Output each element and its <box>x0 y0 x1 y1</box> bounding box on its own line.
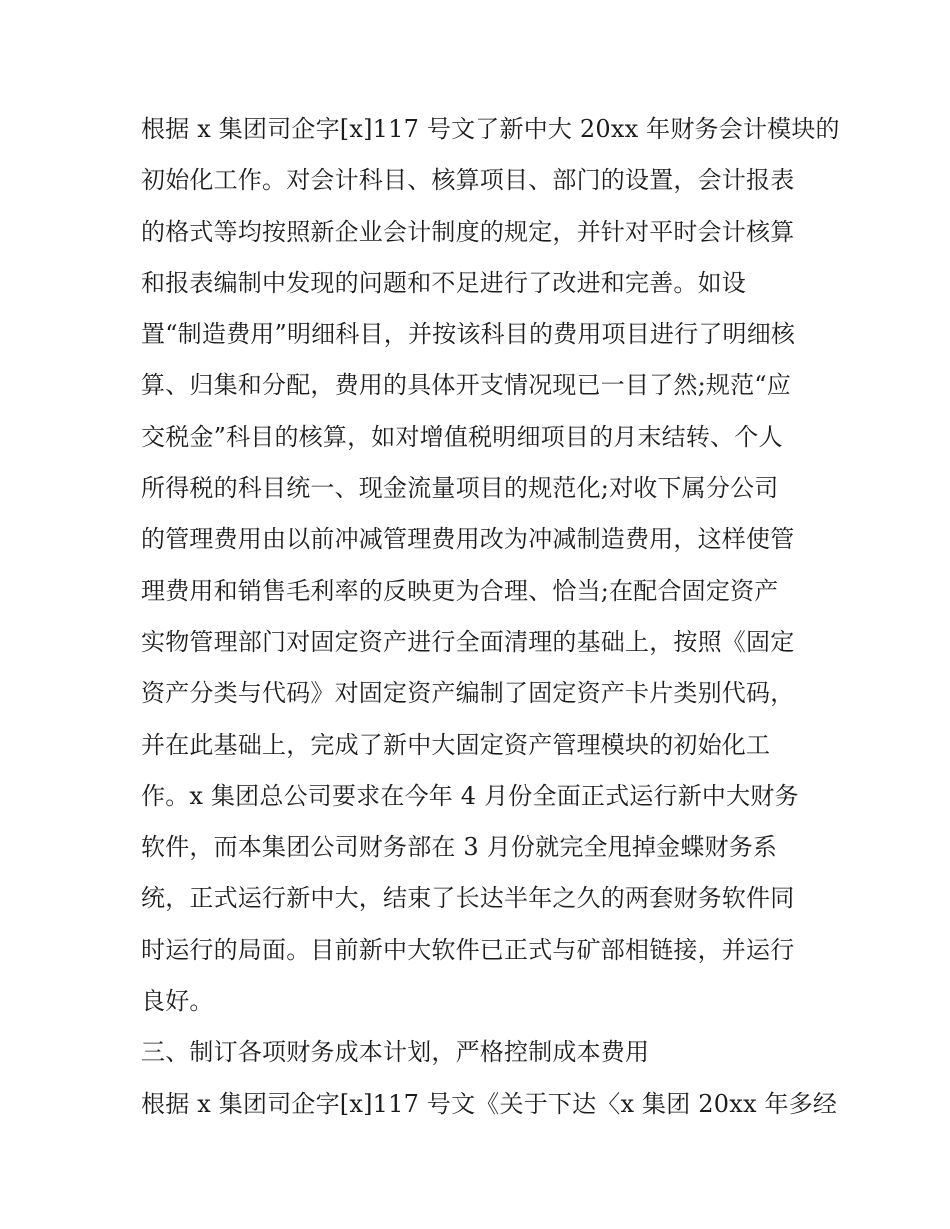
text-line: 初始化工作。对会计科目、核算项目、部门的设置，会计报表 <box>141 166 795 195</box>
text-line: 的格式等均按照新企业会计制度的规定，并针对平时会计核算 <box>141 217 795 246</box>
text-line: 作。x 集团总公司要求在今年 4 月份全面正式运行新中大财务 <box>141 781 799 810</box>
body-text <box>141 104 840 1130</box>
text-line: 统，正式运行新中大，结束了长达半年之久的两套财务软件同 <box>141 884 795 913</box>
section-heading: 三、制订各项财务成本计划，严格控制成本费用 <box>141 1038 650 1067</box>
text-line: 资产分类与代码》对固定资产编制了固定资产卡片类别代码， <box>141 679 795 708</box>
text-line: 良好。 <box>141 987 214 1016</box>
text-line: 置“制造费用”明细科目，并按该科目的费用项目进行了明细核 <box>141 320 796 349</box>
text-line: 理费用和销售毛利率的反映更为合理、恰当;在配合固定资产 <box>141 576 779 605</box>
text-line: 软件，而本集团公司财务部在 3 月份就完全甩掉金蝶财务系 <box>141 833 778 862</box>
text-line: 的管理费用由以前冲减管理费用改为冲减制造费用，这样使管 <box>141 525 795 554</box>
text-line: 并在此基础上，完成了新中大固定资产管理模块的初始化工 <box>141 730 771 759</box>
text-line: 和报表编制中发现的问题和不足进行了改进和完善。如设 <box>141 268 746 297</box>
text-line: 时运行的局面。目前新中大软件已正式与矿部相链接，并运行 <box>141 935 795 964</box>
text-line: 交税金”科目的核算，如对增值税明细项目的月末结转、个人 <box>141 422 783 451</box>
text-line: 根据 x 集团司企字[x]117 号文了新中大 20xx 年财务会计模块的 <box>141 115 840 143</box>
text-line: 算、归集和分配，费用的具体开支情况现已一目了然;规范“应 <box>141 371 791 400</box>
text-line: 所得税的科目统一、现金流量项目的规范化;对收下属分公司 <box>141 474 779 503</box>
text-line: 实物管理部门对固定资产进行全面清理的基础上，按照《固定 <box>141 627 795 656</box>
text-line: 根据 x 集团司企字[x]117 号文《关于下达〈x 集团 20xx 年多经 <box>141 1089 838 1118</box>
